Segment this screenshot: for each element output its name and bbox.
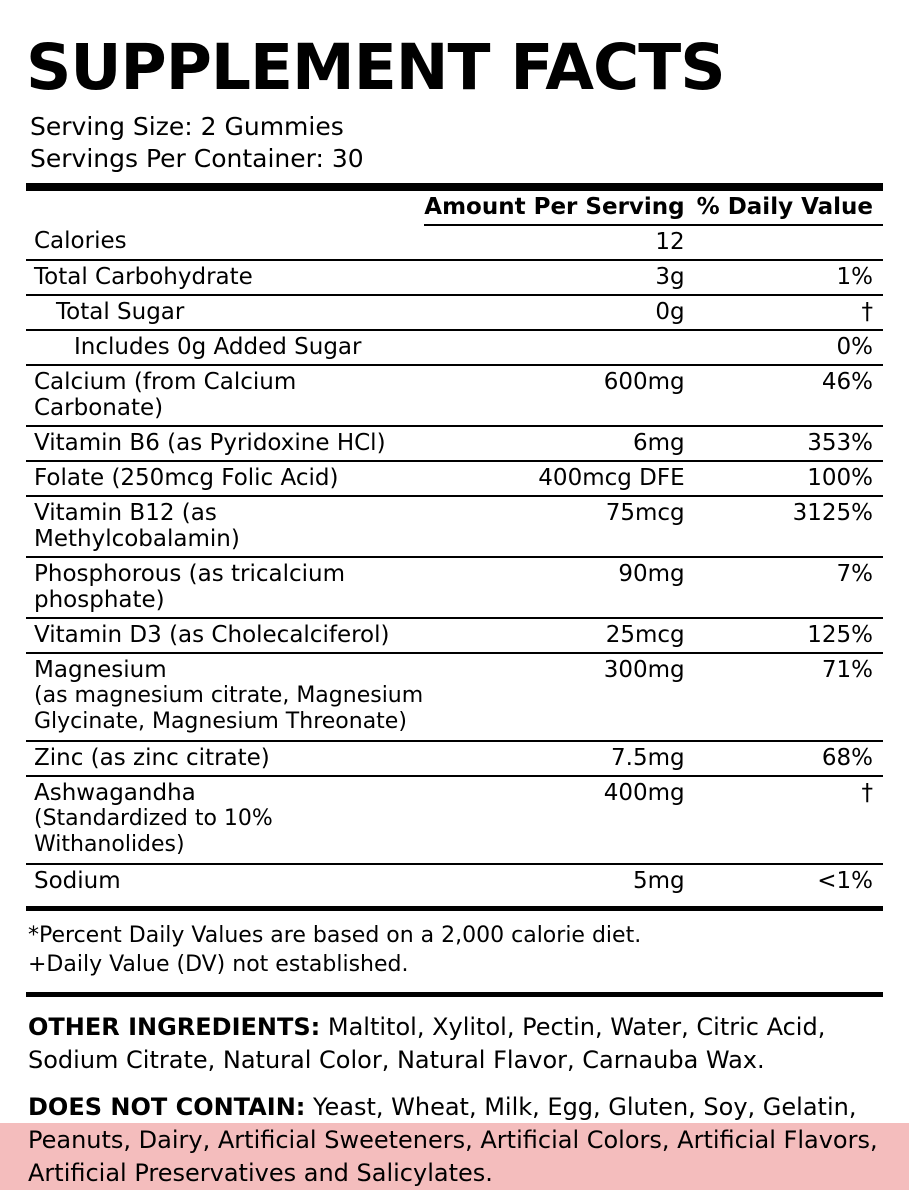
table-header-row <box>26 191 883 225</box>
divider-bottom <box>26 992 883 997</box>
row-nutrient: Vitamin B12 (as Methylcobalamin) <box>26 496 424 557</box>
row-amount: 600mg <box>424 365 696 426</box>
row-amount: 90mg <box>424 557 696 618</box>
row-amount: 12 <box>424 225 696 260</box>
row-amount: 5mg <box>633 867 685 894</box>
table-row <box>26 618 883 653</box>
table-row <box>26 330 883 365</box>
table-row <box>26 557 883 618</box>
does-not-contain-text: Yeast, Wheat, Milk, Egg, Gluten, Soy, Gelatin, Peanuts, Dairy, Artificial Sweeteners, Artificial Colors, Artificial Flavors, Artificial Preservatives and Salicylates. <box>28 1093 878 1188</box>
row-amount: 300mg <box>424 653 696 741</box>
row-dv: 3125% <box>697 496 883 557</box>
does-not-contain-label: DOES NOT CONTAIN: <box>28 1093 306 1122</box>
table-row <box>26 653 883 741</box>
row-nutrient-detail: (Standardized to 10% Withanolides) <box>34 805 273 858</box>
footnote-percent-daily-value: *Percent Daily Values are based on a 2,000 calorie diet. <box>28 922 642 948</box>
row-nutrient-main: Ashwagandha <box>34 779 196 806</box>
row-dv: 46% <box>697 365 883 426</box>
divider-footnotes <box>26 906 883 911</box>
row-nutrient-detail: (as magnesium citrate, Magnesium Glycinate, Magnesium Threonate) <box>34 683 424 735</box>
row-nutrient: Includes 0g Added Sugar <box>26 330 424 365</box>
serving-size: Serving Size: 2 Gummies <box>30 112 344 141</box>
other-ingredients-text: Maltitol, Xylitol, Pectin, Water, Citric Acid, Sodium Citrate, Natural Color, Natural Flavor, Carnauba Wax. <box>28 1012 826 1075</box>
divider-top <box>26 183 883 191</box>
table-row <box>26 496 883 557</box>
row-dv: <1% <box>817 867 873 894</box>
row-nutrient: Vitamin D3 (as Cholecalciferol) <box>26 618 424 653</box>
row-nutrient: Vitamin B6 (as Pyridoxine HCl) <box>26 426 424 461</box>
row-dv: 125% <box>697 618 883 653</box>
nutrition-table <box>26 191 883 898</box>
row-nutrient: Total Sugar <box>26 295 424 330</box>
row-amount: 0g <box>424 295 696 330</box>
other-ingredients-label: OTHER INGREDIENTS: <box>28 1012 321 1041</box>
row-amount: 75mcg <box>424 496 696 557</box>
row-dv: 0% <box>697 330 883 365</box>
row-nutrient <box>26 653 424 741</box>
header-amount-per-serving: Amount Per Serving <box>424 191 696 225</box>
footnote-dv-not-established: +Daily Value (DV) not established. <box>28 952 409 978</box>
row-dv: 353% <box>697 426 883 461</box>
header-daily-value: % Daily Value <box>697 191 883 225</box>
table-row <box>26 365 883 426</box>
row-dv: 71% <box>697 653 883 741</box>
row-amount <box>424 330 696 365</box>
row-nutrient: Phosphorous (as tricalcium phosphate) <box>26 557 424 618</box>
table-row <box>26 295 883 330</box>
row-nutrient <box>26 776 424 864</box>
serving-info <box>30 111 891 175</box>
row-dv: 1% <box>697 260 883 295</box>
page-title: SUPPLEMENT FACTS <box>26 31 725 104</box>
row-dv <box>697 225 883 260</box>
servings-per-container: Servings Per Container: 30 <box>30 144 364 173</box>
table-row <box>26 461 883 496</box>
row-nutrient: Sodium <box>34 867 121 894</box>
table-row <box>26 426 883 461</box>
table-row <box>26 776 883 864</box>
other-ingredients <box>28 1011 881 1077</box>
header-nutrient <box>26 191 424 225</box>
row-dv: † <box>697 295 883 330</box>
row-nutrient: Calcium (from Calcium Carbonate) <box>26 365 424 426</box>
footnotes <box>28 921 883 980</box>
table-row <box>26 741 883 776</box>
row-nutrient-main: Magnesium <box>34 657 167 683</box>
row-dv: † <box>697 776 883 864</box>
table-row <box>26 260 883 295</box>
row-amount: 7.5mg <box>424 741 696 776</box>
row-nutrient: Calories <box>26 225 424 260</box>
row-dv: 7% <box>697 557 883 618</box>
row-nutrient: Folate (250mcg Folic Acid) <box>26 461 424 496</box>
table-row <box>26 225 883 260</box>
row-amount: 400mcg DFE <box>424 461 696 496</box>
row-nutrient: Zinc (as zinc citrate) <box>26 741 424 776</box>
row-amount: 3g <box>424 260 696 295</box>
table-row <box>26 864 883 898</box>
row-dv: 100% <box>697 461 883 496</box>
row-nutrient: Total Carbohydrate <box>26 260 424 295</box>
row-amount: 25mcg <box>424 618 696 653</box>
row-amount: 6mg <box>424 426 696 461</box>
row-amount: 400mg <box>424 776 696 864</box>
does-not-contain <box>28 1091 881 1190</box>
row-dv: 68% <box>697 741 883 776</box>
